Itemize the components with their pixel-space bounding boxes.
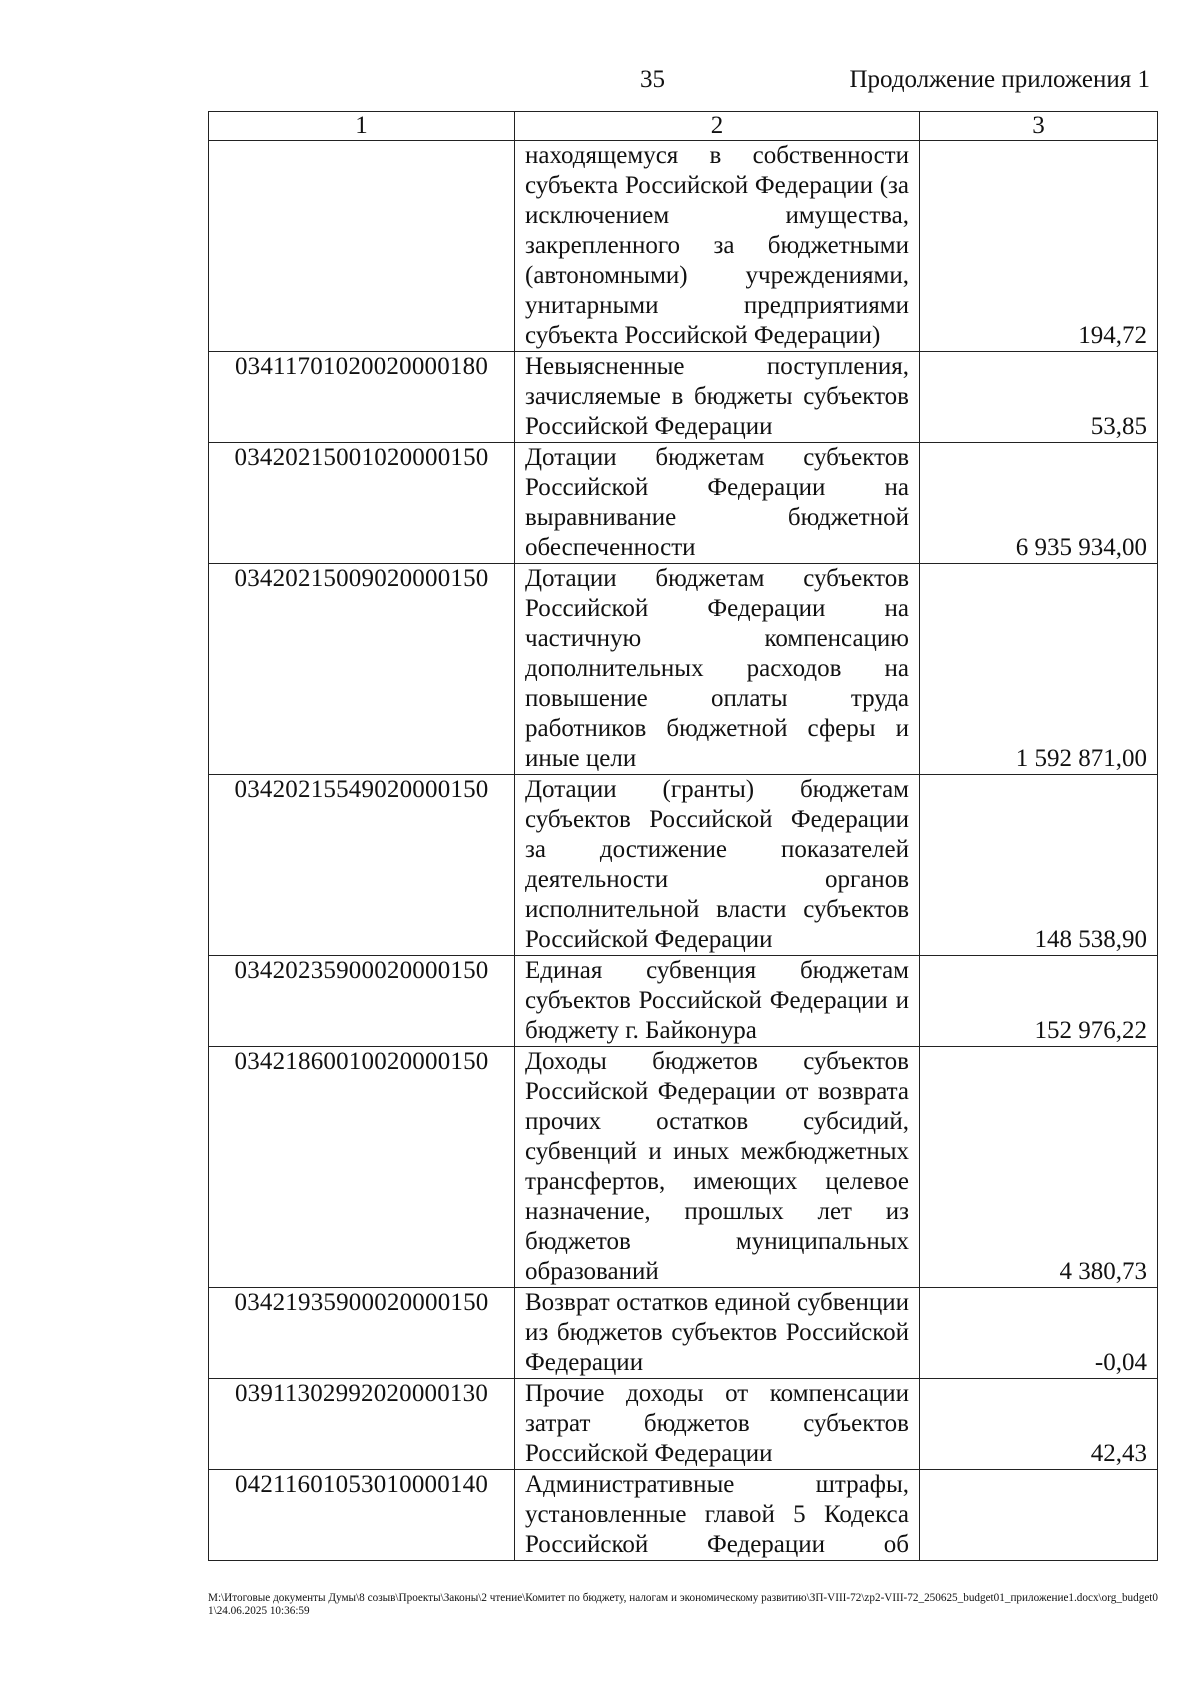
revenue-name: Дотации бюджетам субъектов Российской Федерации на частичную компенсацию дополнительных расходов на повышение оплаты труда работников бюджетной сферы и иные цели (515, 564, 920, 775)
revenue-name: Единая субвенция бюджетам субъектов Российской Федерации и бюджету г. Байконура (515, 956, 920, 1047)
budget-code: 03421935900020000150 (209, 1288, 515, 1379)
budget-code (209, 141, 515, 352)
revenue-amount: 4 380,73 (920, 1047, 1158, 1288)
revenue-amount: 53,85 (920, 352, 1158, 443)
budget-code: 03420215001020000150 (209, 443, 515, 564)
table-row (209, 141, 1158, 352)
revenue-name: находящемуся в собственности субъекта Российской Федерации (за исключением имущества, закрепленного за бюджетными (автономными) учреждениями, унитарными предприятиями субъекта Российской Федерации) (515, 141, 920, 352)
budget-code: 03420215009020000150 (209, 564, 515, 775)
page-number: 35 (640, 66, 665, 93)
revenue-name: Доходы бюджетов субъектов Российской Федерации от возврата прочих остатков субсидий, субвенций и иных межбюджетных трансфертов, имеющих целевое назначение, прошлых лет из бюджетов муниципальных образований (515, 1047, 920, 1288)
budget-code: 03420235900020000150 (209, 956, 515, 1047)
table-row (209, 1379, 1158, 1470)
document-path-footer: M:\Итоговые документы Думы\8 созыв\Проекты\Законы\2 чтение\Комитет по бюджету, налогам и экономическому развитию\ЗП-VIII-72\zp2-VIII-72_250625_budget01_приложение1.docx\org_budget01\24.06.2025 10:36:59 (208, 1592, 1158, 1617)
revenue-name: Административные штрафы, установленные главой 5 Кодекса Российской Федерации об (515, 1470, 920, 1561)
revenue-amount: 6 935 934,00 (920, 443, 1158, 564)
column-number-3: 3 (920, 112, 1158, 141)
revenue-name: Дотации (гранты) бюджетам субъектов Российской Федерации за достижение показателей деятельности органов исполнительной власти субъектов Российской Федерации (515, 775, 920, 956)
budget-code: 03411701020020000180 (209, 352, 515, 443)
table-row (209, 352, 1158, 443)
revenue-amount: 148 538,90 (920, 775, 1158, 956)
table-row (209, 443, 1158, 564)
revenue-name: Дотации бюджетам субъектов Российской Федерации на выравнивание бюджетной обеспеченности (515, 443, 920, 564)
budget-code: 03421860010020000150 (209, 1047, 515, 1288)
revenue-name: Возврат остатков единой субвенции из бюджетов субъектов Российской Федерации (515, 1288, 920, 1379)
revenue-name: Невыясненные поступления, зачисляемые в бюджеты субъектов Российской Федерации (515, 352, 920, 443)
budget-code: 03911302992020000130 (209, 1379, 515, 1470)
table-row (209, 775, 1158, 956)
table-row (209, 1047, 1158, 1288)
revenue-amount: 42,43 (920, 1379, 1158, 1470)
revenue-amount: -0,04 (920, 1288, 1158, 1379)
revenue-table (208, 111, 1158, 1561)
revenue-amount (920, 1470, 1158, 1561)
table-row (209, 1470, 1158, 1561)
revenue-amount: 1 592 871,00 (920, 564, 1158, 775)
continuation-note: Продолжение приложения 1 (849, 66, 1150, 93)
table-body (209, 141, 1158, 1561)
revenue-amount: 152 976,22 (920, 956, 1158, 1047)
table-row (209, 1288, 1158, 1379)
budget-code: 04211601053010000140 (209, 1470, 515, 1561)
revenue-name: Прочие доходы от компенсации затрат бюджетов субъектов Российской Федерации (515, 1379, 920, 1470)
revenue-amount: 194,72 (920, 141, 1158, 352)
budget-code: 03420215549020000150 (209, 775, 515, 956)
table-header (209, 112, 1158, 141)
column-number-row (209, 112, 1158, 141)
column-number-2: 2 (515, 112, 920, 141)
table-row (209, 956, 1158, 1047)
table-row (209, 564, 1158, 775)
column-number-1: 1 (209, 112, 515, 141)
